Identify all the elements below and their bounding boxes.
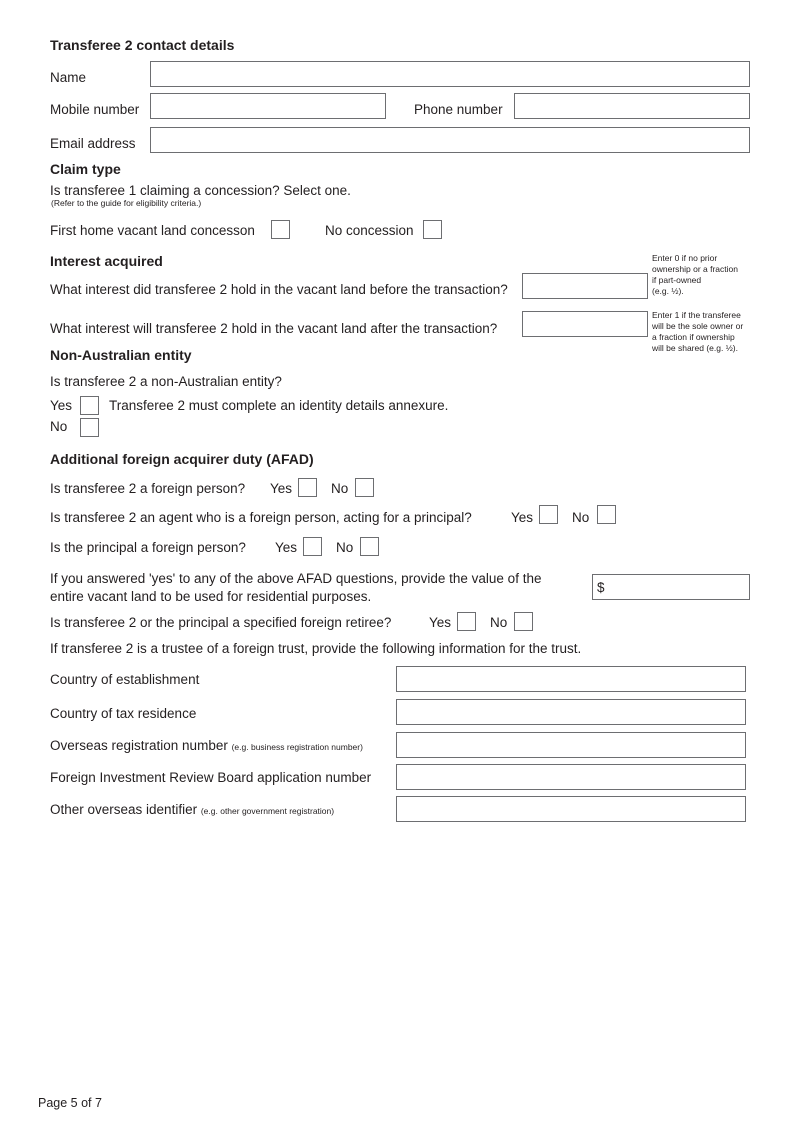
afad-q4-yes-label: Yes <box>429 615 452 630</box>
firb-label: Foreign Investment Review Board application number <box>50 770 372 785</box>
trust-intro: If transferee 2 is a trustee of a foreign trust, provide the following information for the trust. <box>50 641 582 656</box>
phone-input[interactable] <box>514 93 750 119</box>
name-label: Name <box>50 70 87 85</box>
interest-before-note: Enter 0 if no prior ownership or a fraction if part-owned (e.g. ½). <box>652 253 738 296</box>
no-concession-label: No concession <box>325 223 414 238</box>
mobile-label: Mobile number <box>50 102 140 117</box>
afad-q3-no-checkbox[interactable] <box>360 537 379 556</box>
phone-label: Phone number <box>414 102 503 117</box>
country-tax-input[interactable] <box>396 699 746 725</box>
mobile-input[interactable] <box>150 93 386 119</box>
non-australian-heading: Non-Australian entity <box>50 347 192 363</box>
afad-value-question-line2: entire vacant land to be used for residential purposes. <box>50 589 372 604</box>
country-establishment-input[interactable] <box>396 666 746 692</box>
firb-input[interactable] <box>396 764 746 790</box>
afad-q1-no-checkbox[interactable] <box>355 478 374 497</box>
afad-q1-yes-checkbox[interactable] <box>298 478 317 497</box>
interest-after-note: Enter 1 if the transferee will be the sole owner or a fraction if ownership will be shared (e.g. ½). <box>652 310 744 353</box>
claim-heading: Claim type <box>50 161 121 177</box>
afad-q4-no-checkbox[interactable] <box>514 612 533 631</box>
afad-q2-no-checkbox[interactable] <box>597 505 616 524</box>
non-australian-yes-note: Transferee 2 must complete an identity details annexure. <box>109 398 449 413</box>
overseas-reg-input[interactable] <box>396 732 746 758</box>
interest-heading: Interest acquired <box>50 253 163 269</box>
non-australian-question: Is transferee 2 a non-Australian entity? <box>50 374 282 389</box>
name-input[interactable] <box>150 61 750 87</box>
first-home-checkbox[interactable] <box>271 220 290 239</box>
email-label: Email address <box>50 136 136 151</box>
interest-before-input[interactable] <box>522 273 648 299</box>
non-australian-yes-checkbox[interactable] <box>80 396 99 415</box>
claim-note: (Refer to the guide for eligibility criteria.) <box>51 198 202 208</box>
afad-q2-no-label: No <box>572 510 590 525</box>
interest-before-question: What interest did transferee 2 hold in the vacant land before the transaction? <box>50 282 508 297</box>
afad-value-field[interactable] <box>592 574 750 600</box>
afad-q1-no-label: No <box>331 481 349 496</box>
interest-after-question: What interest will transferee 2 hold in the vacant land after the transaction? <box>50 321 498 336</box>
other-id-label: Other overseas identifier (e.g. other government registration) <box>50 802 335 817</box>
first-home-label: First home vacant land concesson <box>50 223 255 238</box>
afad-heading: Additional foreign acquirer duty (AFAD) <box>50 451 314 467</box>
claim-question: Is transferee 1 claiming a concession? Select one. <box>50 183 351 198</box>
afad-q2: Is transferee 2 an agent who is a foreign person, acting for a principal? <box>50 510 472 525</box>
interest-after-input[interactable] <box>522 311 648 337</box>
afad-q3-yes-checkbox[interactable] <box>303 537 322 556</box>
currency-symbol: $ <box>597 580 605 595</box>
afad-q4: Is transferee 2 or the principal a specified foreign retiree? <box>50 615 392 630</box>
non-australian-no-label: No <box>50 419 68 434</box>
afad-q4-yes-checkbox[interactable] <box>457 612 476 631</box>
afad-q1-yes-label: Yes <box>270 481 293 496</box>
country-tax-label: Country of tax residence <box>50 706 197 721</box>
country-establishment-label: Country of establishment <box>50 672 200 687</box>
page-number: Page 5 of 7 <box>38 1096 102 1110</box>
non-australian-yes-label: Yes <box>50 398 73 413</box>
afad-q3-no-label: No <box>336 540 354 555</box>
no-concession-checkbox[interactable] <box>423 220 442 239</box>
afad-q2-yes-checkbox[interactable] <box>539 505 558 524</box>
overseas-reg-label: Overseas registration number (e.g. business registration number) <box>50 738 363 753</box>
afad-q3: Is the principal a foreign person? <box>50 540 246 555</box>
afad-q2-yes-label: Yes <box>511 510 534 525</box>
afad-q1: Is transferee 2 a foreign person? <box>50 481 246 496</box>
afad-q3-yes-label: Yes <box>275 540 298 555</box>
non-australian-no-checkbox[interactable] <box>80 418 99 437</box>
afad-value-input[interactable] <box>609 576 749 600</box>
other-id-input[interactable] <box>396 796 746 822</box>
email-input[interactable] <box>150 127 750 153</box>
contact-heading: Transferee 2 contact details <box>50 37 235 53</box>
afad-value-question-line1: If you answered 'yes' to any of the above AFAD questions, provide the value of the <box>50 571 542 586</box>
afad-q4-no-label: No <box>490 615 508 630</box>
